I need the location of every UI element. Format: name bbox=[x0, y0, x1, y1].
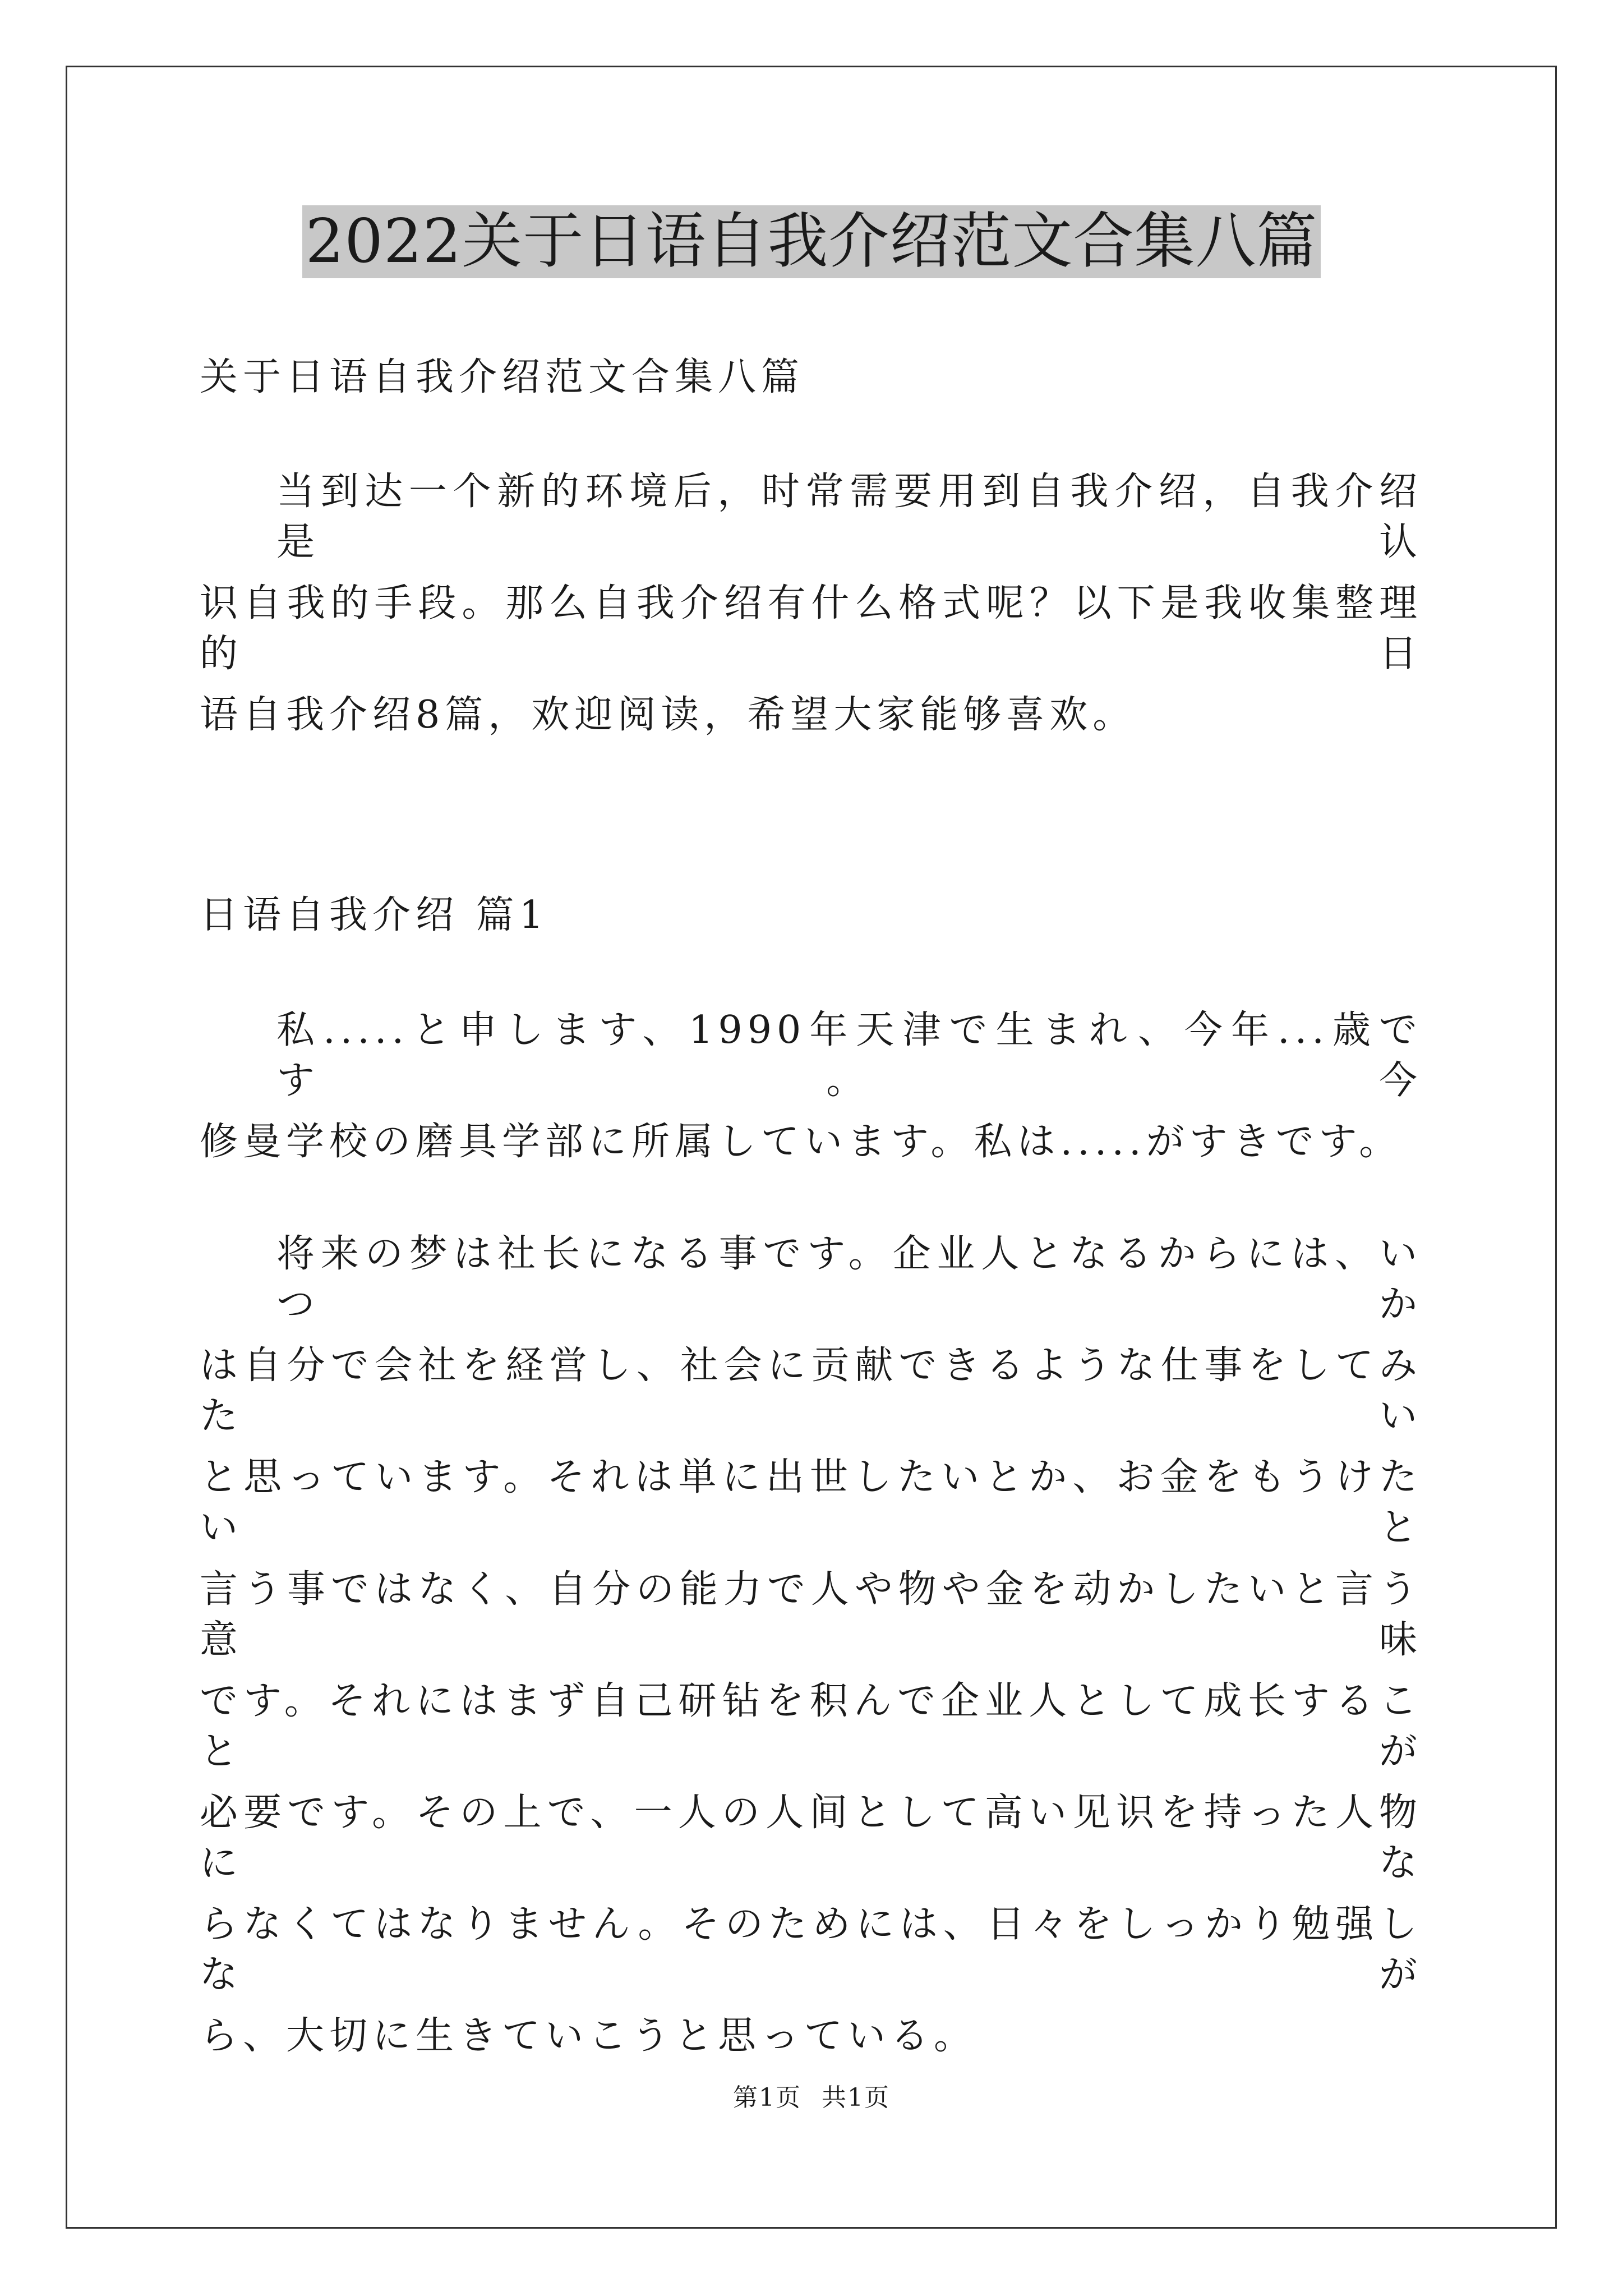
para2-line-4: 言う事ではなく、自分の能力で人や物や金を动かしたいと言う意味 bbox=[200, 1567, 1422, 1662]
para2-line-3: と思っています。それは単に出世したいとか、お金をもうけたいと bbox=[200, 1455, 1422, 1550]
para1-line-1: 私.....と申します、1990年天津で生まれ、今年...歳です。今 bbox=[276, 1008, 1422, 1103]
page-total: 共1页 bbox=[822, 2083, 890, 2112]
page-number: 第1页 bbox=[733, 2083, 801, 2112]
document-subtitle: 关于日语自我介绍范文合集八篇 bbox=[200, 355, 805, 399]
document-title: 2022关于日语自我介绍范文合集八篇 bbox=[302, 205, 1321, 278]
intro-line-3: 语自我介绍8篇，欢迎阅读，希望大家能够喜欢。 bbox=[200, 693, 1136, 737]
para2-line-7: らなくてはなりません。そのためには、日々をしっかり勉强しなが bbox=[200, 1902, 1422, 1997]
intro-line-1: 当到达一个新的环境后，时常需要用到自我介绍，自我介绍是认 bbox=[276, 470, 1422, 564]
para1-line-2: 修曼学校の磨具学部に所属しています。私は.....がすきです。 bbox=[200, 1120, 1403, 1164]
section-heading: 日语自我介绍 篇1 bbox=[200, 893, 548, 937]
page-footer bbox=[0, 2082, 1623, 2114]
intro-line-2: 识自我的手段。那么自我介绍有什么格式呢？以下是我收集整理的日 bbox=[200, 581, 1422, 676]
para2-line-6: 必要です。その上で、一人の人间として高い见识を持った人物にな bbox=[200, 1791, 1422, 1885]
para2-line-5: です。それにはまず自己研钻を积んで企业人として成长することが bbox=[200, 1679, 1422, 1774]
para2-line-2: は自分で会社を経営し、社会に贡献できるような仕事をしてみたい bbox=[200, 1343, 1422, 1438]
para2-line-8: ら、大切に生きていこうと思っている。 bbox=[200, 2014, 978, 2058]
para2-line-1: 将来の梦は社长になる事です。企业人となるからには、いつか bbox=[276, 1232, 1422, 1327]
title-container bbox=[0, 205, 1623, 278]
